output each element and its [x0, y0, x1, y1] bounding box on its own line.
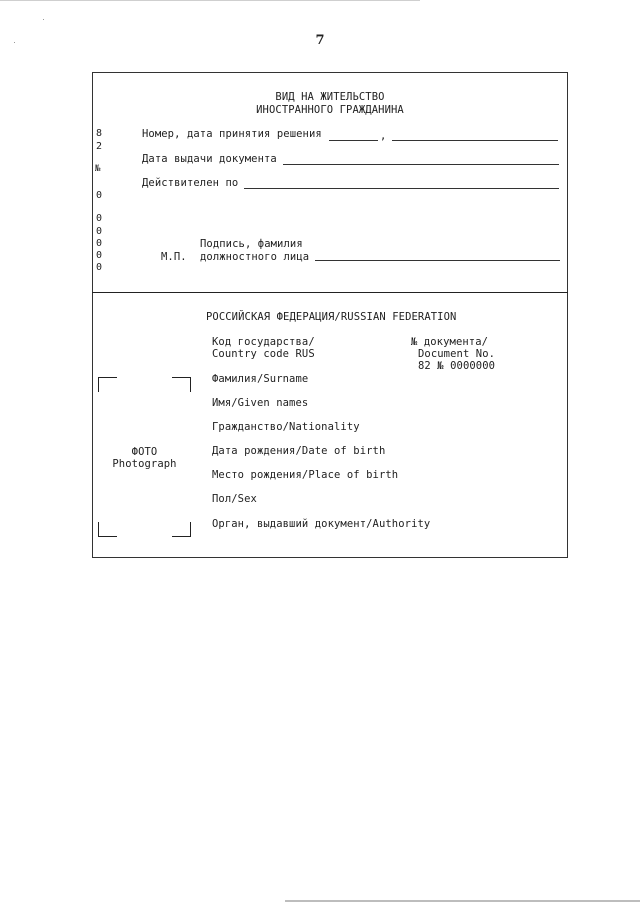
page-number: 7	[315, 33, 325, 48]
valid-until-line[interactable]	[244, 188, 559, 189]
photo-corner-bottom-right	[172, 522, 191, 537]
scan-speck	[43, 19, 44, 20]
field-sex: Пол/Sex	[212, 493, 257, 505]
country-code-line1: Код государства/	[212, 336, 315, 348]
doc-number-value: 82 № 0000000	[418, 360, 496, 372]
issue-date-line[interactable]	[283, 164, 559, 165]
decision-date-line[interactable]	[392, 140, 558, 141]
photo-corner-bottom-left	[98, 522, 117, 537]
serial-char: 0	[96, 226, 103, 237]
signature-line[interactable]	[315, 260, 560, 261]
decision-label: Номер, дата принятия решения	[142, 128, 322, 140]
decision-number-line[interactable]	[329, 140, 378, 141]
country-header: РОССИЙСКАЯ ФЕДЕРАЦИЯ/RUSSIAN FEDERATION	[206, 311, 457, 323]
photo-label-en: Photograph	[112, 458, 177, 470]
field-given-names: Имя/Given names	[212, 397, 309, 409]
photo-corner-top-right	[172, 377, 191, 392]
scan-top-edge	[0, 0, 420, 1]
doc-number-line2: Document No.	[418, 348, 496, 360]
field-surname: Фамилия/Surname	[212, 373, 309, 385]
upper-title-line1: ВИД НА ЖИТЕЛЬСТВО	[275, 91, 385, 103]
country-code-line2: Country code RUS	[212, 348, 315, 360]
form-divider	[92, 292, 568, 293]
serial-char: 0	[96, 250, 103, 261]
scan-bottom-edge	[285, 900, 640, 902]
stamp-label: М.П.	[161, 251, 187, 263]
signature-label-line1: Подпись, фамилия	[200, 238, 303, 250]
serial-char: №	[95, 164, 101, 174]
serial-char: 8	[96, 128, 103, 139]
field-place-of-birth: Место рождения/Place of birth	[212, 469, 399, 481]
photo-label-ru: ФОТО	[131, 446, 158, 458]
serial-char: 0	[96, 238, 103, 249]
doc-number-line1: № документа/	[411, 336, 489, 348]
upper-title-line2: ИНОСТРАННОГО ГРАЖДАНИНА	[256, 104, 404, 116]
issue-date-label: Дата выдачи документа	[142, 153, 277, 165]
field-date-of-birth: Дата рождения/Date of birth	[212, 445, 386, 457]
serial-char: 0	[96, 213, 103, 224]
photo-corner-top-left	[98, 377, 117, 392]
field-authority: Орган, выдавший документ/Authority	[212, 518, 431, 530]
decision-separator: ,	[380, 130, 387, 142]
valid-until-label: Действителен по	[142, 177, 239, 189]
field-nationality: Гражданство/Nationality	[212, 421, 360, 433]
signature-label-line2: должностного лица	[200, 251, 310, 263]
serial-char: 2	[96, 141, 103, 152]
serial-char: 0	[96, 262, 103, 273]
serial-char: 0	[96, 190, 103, 201]
